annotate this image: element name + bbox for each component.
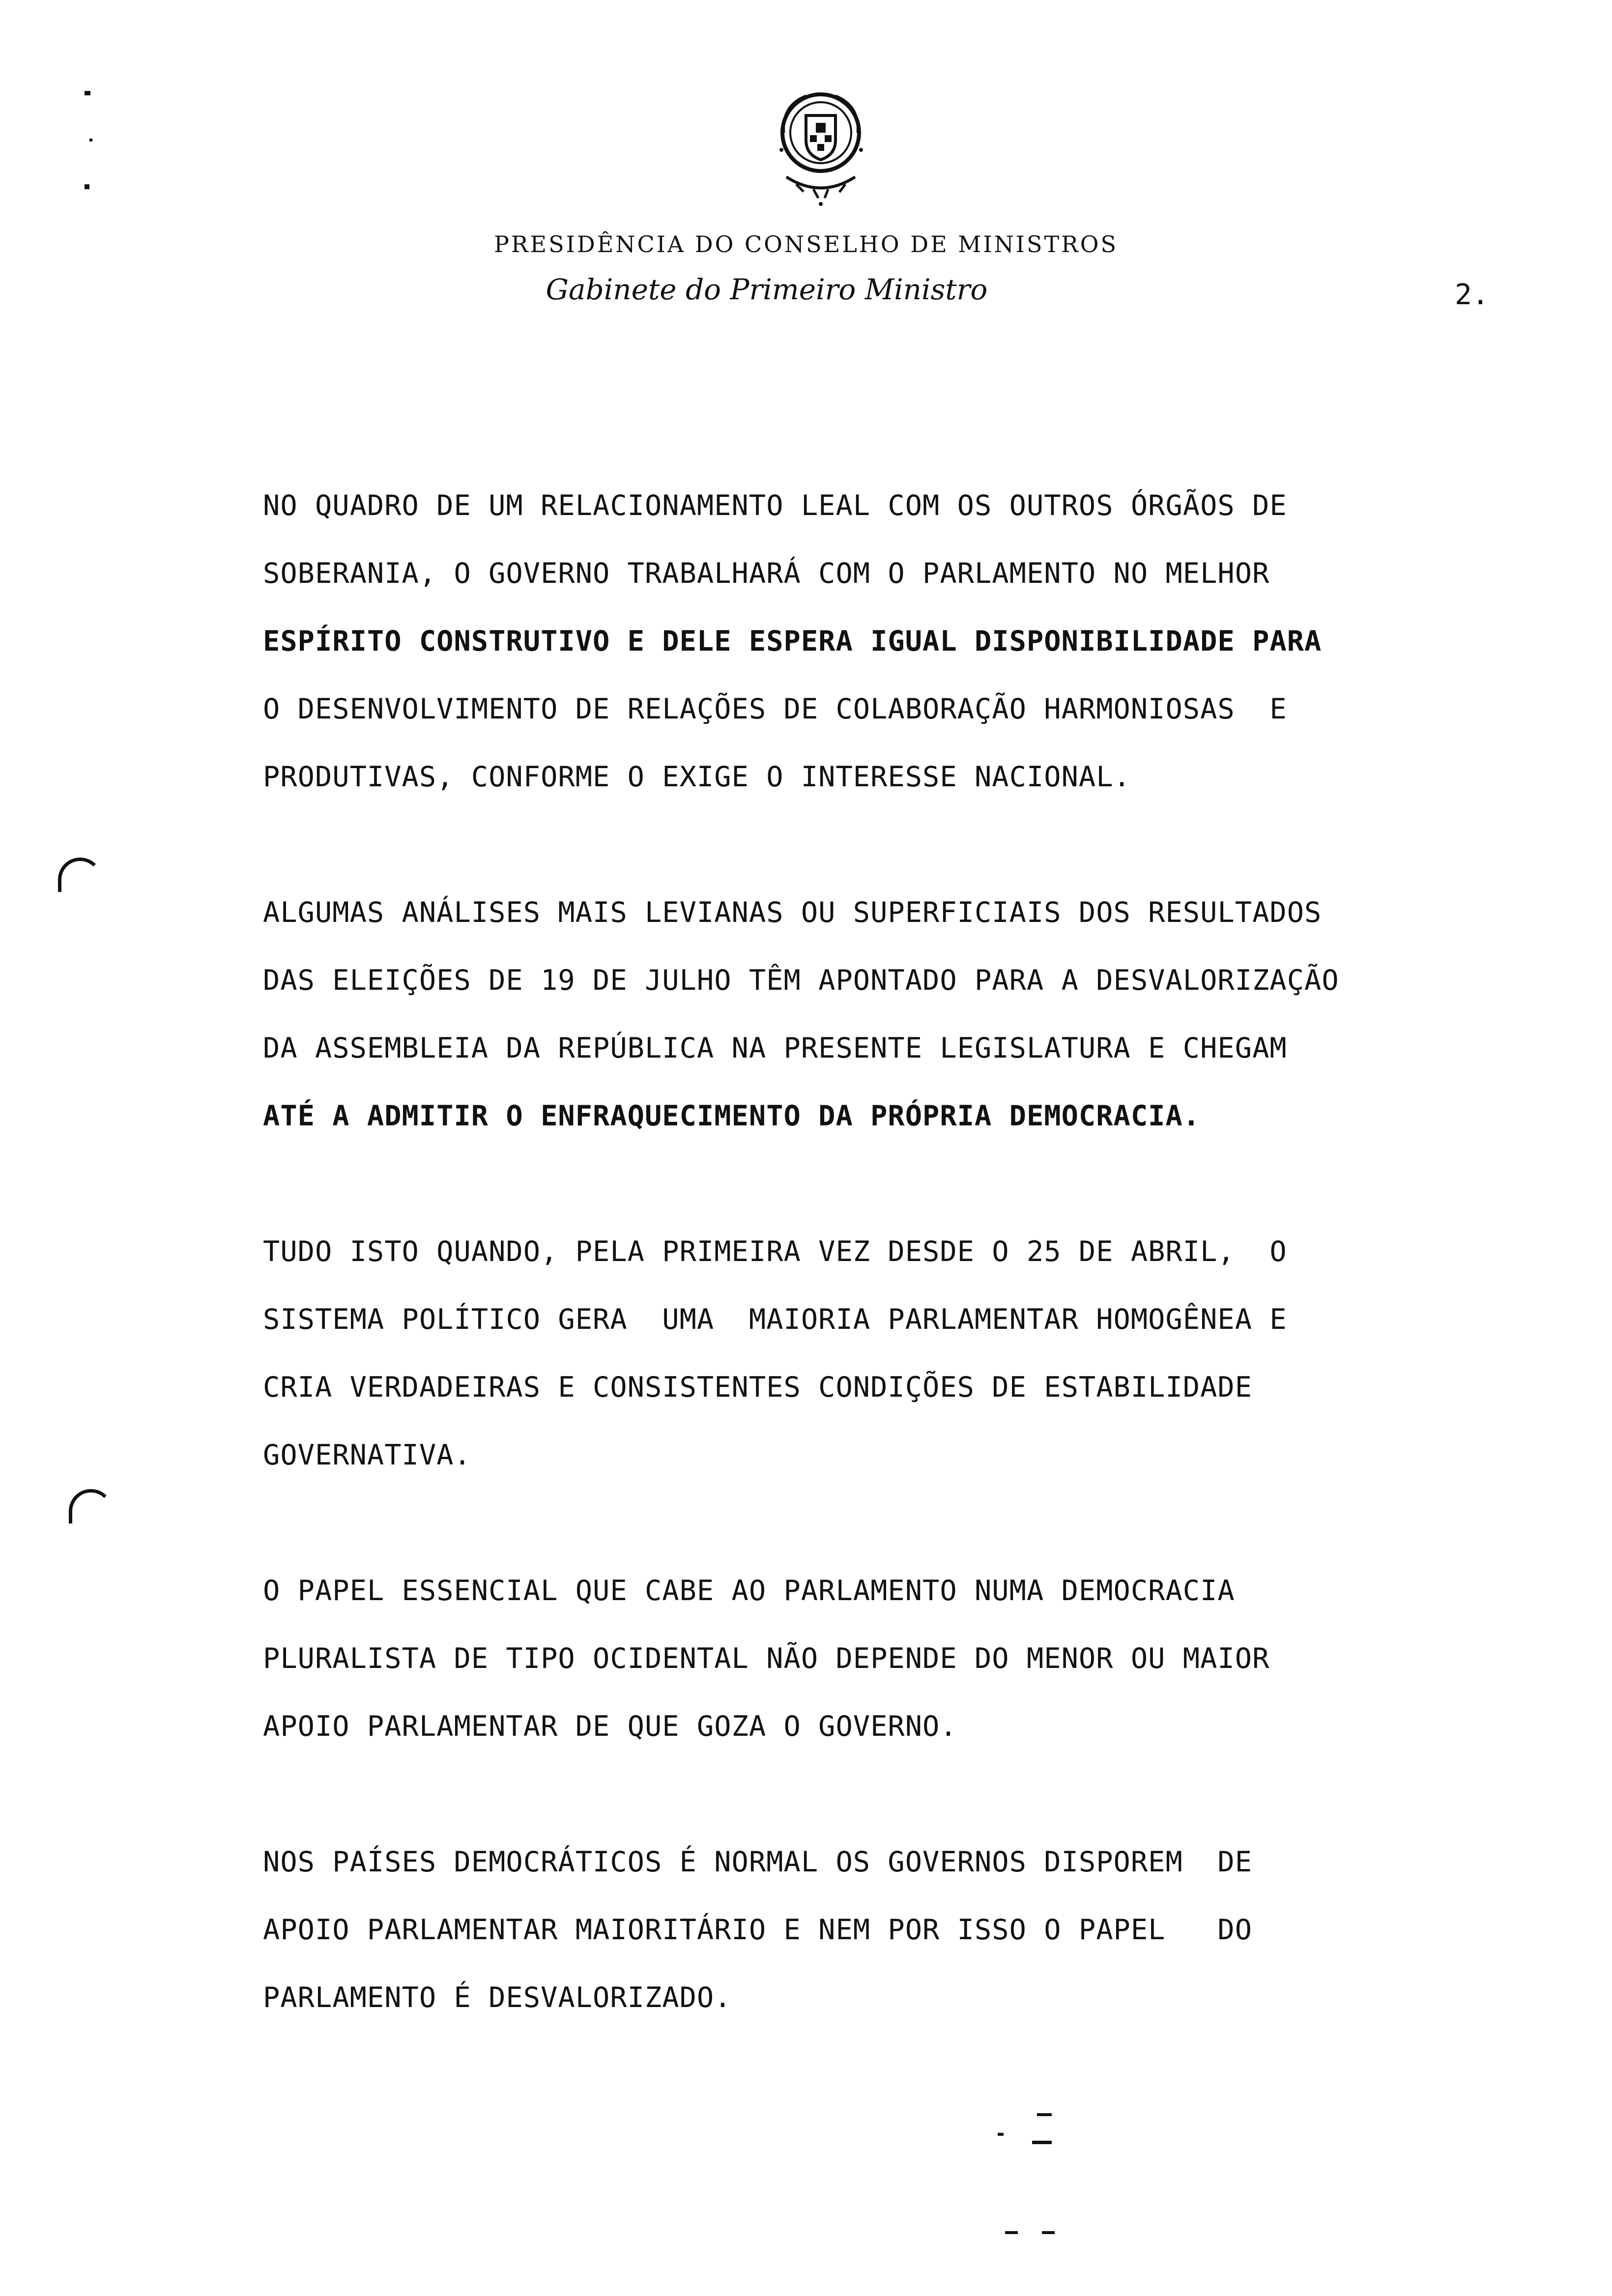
scan-mark — [1005, 2231, 1018, 2234]
scan-mark — [1042, 2231, 1055, 2234]
paragraph-3 — [263, 1218, 1501, 1489]
paragraph-2 — [263, 879, 1501, 1150]
text-line: O DESENVOLVIMENTO DE RELAÇÕES DE COLABORAÇÃO HARMONIOSAS E — [263, 693, 1287, 725]
scan-mark — [1037, 2113, 1052, 2116]
text-line: APOIO PARLAMENTAR DE QUE GOZA O GOVERNO. — [263, 1710, 957, 1743]
hole-punch-mark — [58, 858, 102, 892]
margin-mark — [89, 139, 92, 142]
paragraph-4 — [263, 1557, 1501, 1760]
scan-mark — [998, 2133, 1004, 2136]
text-line: SISTEMA POLÍTICO GERA UMA MAIORIA PARLAMENTAR HOMOGÊNEA E — [263, 1303, 1287, 1336]
margin-mark — [85, 184, 89, 189]
document-body — [263, 472, 1501, 2099]
text-line: PRODUTIVAS, CONFORME O EXIGE O INTERESSE NACIONAL. — [263, 761, 1131, 793]
institution-title: PRESIDÊNCIA DO CONSELHO DE MINISTROS — [493, 231, 1119, 258]
paragraph-5 — [263, 1828, 1501, 2032]
cabinet-handwritten-line: Gabinete do Primeiro Ministro — [546, 273, 988, 306]
text-line: NOS PAÍSES DEMOCRÁTICOS É NORMAL OS GOVERNOS DISPOREM DE — [263, 1846, 1253, 1878]
text-line: ESPÍRITO CONSTRUTIVO E DELE ESPERA IGUAL DISPONIBILIDADE PARA — [263, 625, 1322, 658]
paragraph-1 — [263, 472, 1501, 811]
coat-of-arms-emblem — [767, 86, 875, 209]
text-line: GOVERNATIVA. — [263, 1439, 471, 1471]
text-line: PARLAMENTO É DESVALORIZADO. — [263, 1981, 732, 2014]
text-line: CRIA VERDADEIRAS E CONSISTENTES CONDIÇÕES DE ESTABILIDADE — [263, 1371, 1253, 1404]
text-line: ATÉ A ADMITIR O ENFRAQUECIMENTO DA PRÓPRIA DEMOCRACIA. — [263, 1100, 1201, 1132]
hole-punch-mark — [69, 1489, 113, 1523]
text-line: ALGUMAS ANÁLISES MAIS LEVIANAS OU SUPERFICIAIS DOS RESULTADOS — [263, 896, 1322, 929]
text-line: DAS ELEIÇÕES DE 19 DE JULHO TÊM APONTADO PARA A DESVALORIZAÇÃO — [263, 964, 1339, 997]
text-line: NO QUADRO DE UM RELACIONAMENTO LEAL COM OS OUTROS ÓRGÃOS DE — [263, 489, 1287, 522]
margin-mark — [85, 91, 90, 95]
text-line: APOIO PARLAMENTAR MAIORITÁRIO E NEM POR ISSO O PAPEL DO — [263, 1914, 1253, 1946]
page-number: 2. — [1455, 278, 1489, 311]
text-line: TUDO ISTO QUANDO, PELA PRIMEIRA VEZ DESDE O 25 DE ABRIL, O — [263, 1235, 1287, 1268]
text-line: SOBERANIA, O GOVERNO TRABALHARÁ COM O PARLAMENTO NO MELHOR — [263, 557, 1270, 590]
scan-mark — [1032, 2141, 1052, 2144]
text-line: PLURALISTA DE TIPO OCIDENTAL NÃO DEPENDE DO MENOR OU MAIOR — [263, 1642, 1270, 1675]
text-line: O PAPEL ESSENCIAL QUE CABE AO PARLAMENTO NUMA DEMOCRACIA — [263, 1575, 1235, 1607]
text-line: DA ASSEMBLEIA DA REPÚBLICA NA PRESENTE LEGISLATURA E CHEGAM — [263, 1032, 1287, 1064]
